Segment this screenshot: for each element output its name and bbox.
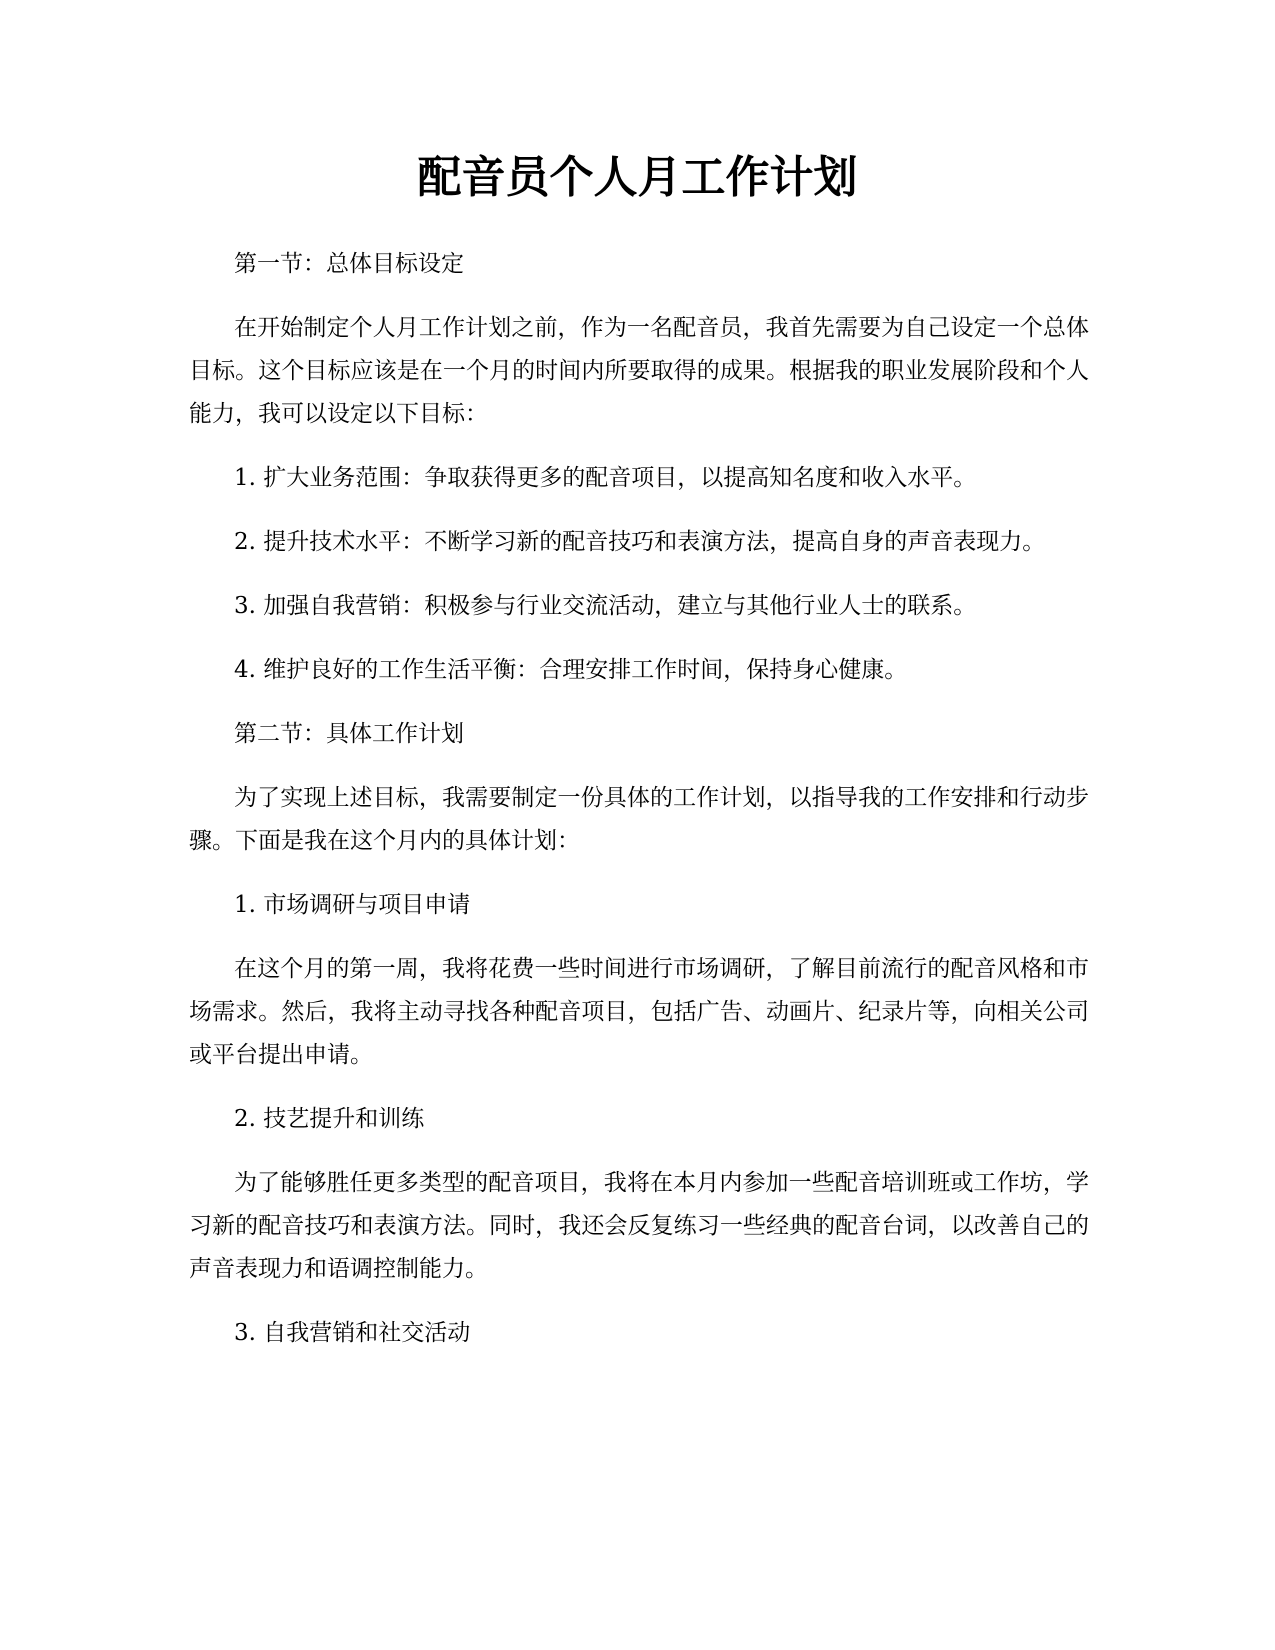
document-title: 配音员个人月工作计划	[417, 152, 858, 203]
plan-heading-2: 2. 技艺提升和训练	[234, 1106, 425, 1132]
document-body	[189, 243, 1089, 1376]
plan-heading-1: 1. 市场调研与项目申请	[234, 892, 471, 918]
section-heading-2: 第二节：具体工作计划	[234, 721, 464, 747]
plan-heading-3: 3. 自我营销和社交活动	[234, 1320, 471, 1346]
plan-paragraph-2: 为了能够胜任更多类型的配音项目，我将在本月内参加一些配音培训班或工作坊，学习新的配音技巧和表演方法。同时，我还会反复练习一些经典的配音台词，以改善自己的声音表现力和语调控制能力。	[189, 1170, 1089, 1282]
goal-item-4: 4. 维护良好的工作生活平衡：合理安排工作时间，保持身心健康。	[234, 657, 908, 683]
goal-item-1: 1. 扩大业务范围：争取获得更多的配音项目，以提高知名度和收入水平。	[234, 465, 977, 491]
goal-item-2: 2. 提升技术水平：不断学习新的配音技巧和表演方法，提高自身的声音表现力。	[234, 529, 1046, 555]
goal-item-3: 3. 加强自我营销：积极参与行业交流活动，建立与其他行业人士的联系。	[234, 593, 977, 619]
paragraph-plan-intro: 为了实现上述目标，我需要制定一份具体的工作计划，以指导我的工作安排和行动步骤。下面是我在这个月内的具体计划：	[189, 785, 1089, 854]
plan-paragraph-1: 在这个月的第一周，我将花费一些时间进行市场调研，了解目前流行的配音风格和市场需求。然后，我将主动寻找各种配音项目，包括广告、动画片、纪录片等，向相关公司或平台提出申请。	[189, 956, 1089, 1068]
paragraph-intro: 在开始制定个人月工作计划之前，作为一名配音员，我首先需要为自己设定一个总体目标。这个目标应该是在一个月的时间内所要取得的成果。根据我的职业发展阶段和个人能力，我可以设定以下目标：	[189, 315, 1089, 427]
section-heading-1: 第一节：总体目标设定	[234, 251, 464, 277]
